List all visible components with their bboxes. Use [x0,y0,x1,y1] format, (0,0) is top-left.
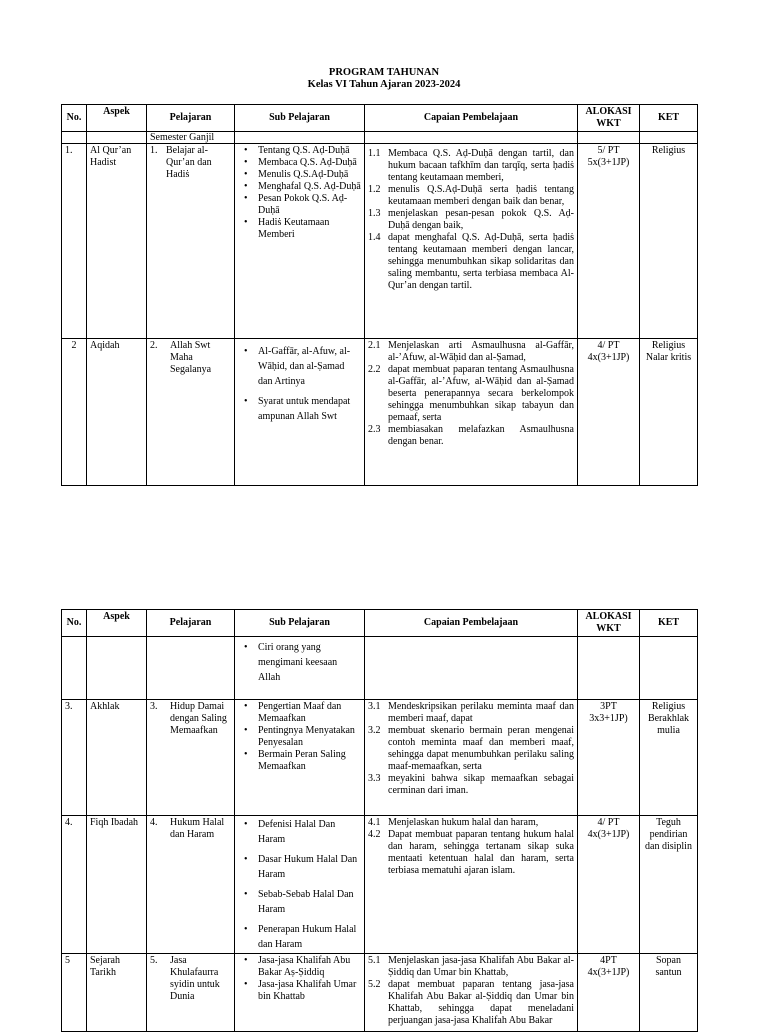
row-ket: Teguh pendirian dan disiplin [640,816,698,954]
row-no: 1. [62,144,87,339]
capaian-text: Dapat membuat paparan tentang hukum halal dan haram, sehingga tertanam sikap suka mentaati ketentuan halal dan haram, serta terbiasa mematuhi ajaran islam. [388,829,574,876]
row-pelajaran [147,816,235,954]
row-aspek: Al Qur’an Hadist [87,144,147,339]
row-alokasi: 3PT 3x3+1JP) [578,700,640,816]
pelajaran-number: 2. [150,340,158,351]
program-table-1 [61,104,698,486]
capaian-text: Menjelaskan arti Asmaulhusna al-Gaffār, al-’Afuw, al-Wāḥid dan al-Ṣamad, [388,340,574,363]
sub-item: • Jasa-jasa Khalifah Umar bin Khattab [258,979,361,1003]
table-row [62,816,698,954]
row-sub-pelajaran [235,144,365,339]
header-alokasi: ALOKASI WKT [578,105,640,132]
document-title: PROGRAM TAHUNAN [328,67,440,78]
capaian-text: Menjelaskan jasa-jasa Khalifah Abu Bakar al-Ṣiddiq dan Umar bin Khattab, [388,955,574,978]
header-pelajaran: Pelajaran [147,105,235,132]
row-capaian [365,816,578,954]
row-capaian [365,700,578,816]
capaian-number: 5.2 [368,979,381,990]
row-ket: Religius Nalar kritis [640,339,698,486]
header-sub-pelajaran: Sub Pelajaran [235,610,365,637]
capaian-number: 1.3 [368,208,381,219]
header-ket: KET [640,610,698,637]
capaian-number: 4.1 [368,817,381,828]
header-capaian: Capaian Pembelajaan [365,105,578,132]
pelajaran-number: 1. [150,145,158,156]
header-no: No. [62,105,87,132]
row-sub-pelajaran [235,637,365,700]
row-no: 2 [62,339,87,486]
sub-item: • Dasar Hukum Halal Dan Haram [258,852,361,882]
table-row [62,144,698,339]
sub-item: • Pesan Pokok Q.S. Aḍ-Duḥā [258,193,361,217]
capaian-text: dapat membuat paparan tentang Asmaulhusna al-Gaffār, al-’Afuw, al-Wāḥid dan al-Ṣamad beserta penerapannya secara berkelompok sehingga menumbuhkan sikap tabayun dan pemaaf, serta [388,364,574,423]
header-aspek: Aspek [87,610,147,637]
pelajaran-number: 3. [150,701,158,712]
capaian-text: membiasakan melafazkan Asmaulhusna dengan benar. [388,424,574,447]
sub-item: • Pengertian Maaf dan Memaafkan [258,701,361,725]
row-no: 5 [62,954,87,1032]
row-capaian [365,144,578,339]
sub-item: • Penerapan Hukum Halal dan Haram [258,922,361,952]
table-header-row [62,105,698,132]
row-ket: Religius Berakhlak mulia [640,700,698,816]
semester-row [62,132,698,144]
header-aspek: Aspek [87,105,147,132]
row-sub-pelajaran [235,816,365,954]
sub-item: • Hadiṡ Keutamaan Memberi [258,217,361,241]
row-pelajaran [147,954,235,1032]
row-alokasi: 4PT 4x(3+1JP) [578,954,640,1032]
row-capaian [365,954,578,1032]
sub-item: • Ciri orang yang mengimani keesaan Allah [258,640,361,685]
capaian-text: Membaca Q.S. Aḍ-Duḥā dengan tartil, dan hukum bacaan tafkhīm dan tarqīq, serta ḥadiṡ tentang keutamaan memberi, [388,148,574,183]
table-row [62,700,698,816]
capaian-number: 2.3 [368,424,381,435]
sub-item: • Defenisi Halal Dan Haram [258,817,361,847]
capaian-text: Menjelaskan hukum halal dan haram, [388,817,539,828]
capaian-number: 3.2 [368,725,381,736]
row-sub-pelajaran [235,954,365,1032]
header-sub-pelajaran: Sub Pelajaran [235,105,365,132]
document-subtitle: Kelas VI Tahun Ajaran 2023-2024 [307,79,461,90]
pelajaran-text: Jasa Khulafaurra syidin untuk Dunia [170,955,220,1002]
program-table-2 [61,609,698,1032]
sub-item: • Tentang Q.S. Aḍ-Duḥā [258,145,361,157]
header-ket: KET [640,105,698,132]
row-aspek: Sejarah Tarikh [87,954,147,1032]
table-row-continued [62,637,698,700]
sub-item: • Menulis Q.S.Aḍ-Duḥā [258,169,361,181]
capaian-text: dapat menghafal Q.S. Aḍ-Duḥā, serta ḥadiṡ tentang keutamaan memberi dengan lancar, sehingga menumbuhkan sikap solidaritas dan saling membantu, serta terbiasa membaca Al-Qur’an dengan tartil. [388,232,574,291]
row-pelajaran [147,339,235,486]
row-sub-pelajaran [235,700,365,816]
capaian-number: 5.1 [368,955,381,966]
capaian-number: 1.4 [368,232,381,243]
row-capaian [365,339,578,486]
row-alokasi: 5/ PT 5x(3+1JP) [578,144,640,339]
sub-item: • Al-Gaffār, al-Afuw, al-Wāḥid, dan al-Ṣamad dan Artinya [258,344,361,389]
capaian-number: 3.1 [368,701,381,712]
header-no: No. [62,610,87,637]
sub-item: • Syarat untuk mendapat ampunan Allah Swt [258,394,361,424]
row-alokasi: 4/ PT 4x(3+1JP) [578,816,640,954]
semester-label: Semester Ganjil [147,132,235,144]
row-ket: Religius [640,144,698,339]
row-aspek: Akhlak [87,700,147,816]
capaian-number: 2.1 [368,340,381,351]
capaian-number: 1.2 [368,184,381,195]
sub-item: • Membaca Q.S. Aḍ-Duḥā [258,157,361,169]
table-row [62,954,698,1032]
pelajaran-number: 4. [150,817,158,828]
table-row [62,339,698,486]
row-pelajaran [147,144,235,339]
pelajaran-text: Allah Swt Maha Segalanya [170,340,212,375]
pelajaran-number: 5. [150,955,158,966]
pelajaran-text: Hidup Damai dengan Saling Memaafkan [170,701,227,736]
row-no: 3. [62,700,87,816]
sub-item: • Bermain Peran Saling Memaafkan [258,749,361,773]
row-aspek: Fiqh Ibadah [87,816,147,954]
header-alokasi: ALOKASI WKT [578,610,640,637]
row-no: 4. [62,816,87,954]
capaian-number: 2.2 [368,364,381,375]
capaian-text: meyakini bahwa sikap memaafkan sebagai cerminan dari iman. [388,773,574,796]
capaian-text: menulis Q.S.Aḍ-Duḥā serta ḥadiṡ tentang keutamaan memberi dengan baik dan benar, [388,184,574,207]
sub-item: • Pentingnya Menyatakan Penyesalan [258,725,361,749]
row-pelajaran [147,700,235,816]
sub-item: • Menghafal Q.S. Aḍ-Duḥā [258,181,361,193]
row-ket: Sopan santun [640,954,698,1032]
table-header-row [62,610,698,637]
capaian-number: 4.2 [368,829,381,840]
capaian-number: 3.3 [368,773,381,784]
capaian-text: dapat membuat paparan tentang jasa-jasa Khalifah Abu Bakar al-Ṣiddiq dan Umar bin Khattab, sehingga dapat meneladani perjuangan jasa-jasa Khalifah Abu Bakar [388,979,574,1026]
pelajaran-text: Hukum Halal dan Haram [170,817,225,840]
capaian-text: membuat skenario bermain peran mengenai contoh meminta maaf dan memberi maaf, sehingga dapat menumbuhkan perilaku saling maaf-memaafkan, serta [388,725,574,772]
row-sub-pelajaran [235,339,365,486]
pelajaran-text: Belajar al-Qur’an dan Hadiṡ [166,145,212,180]
row-aspek: Aqidah [87,339,147,486]
header-pelajaran: Pelajaran [147,610,235,637]
capaian-text: menjelaskan pesan-pesan pokok Q.S. Aḍ-Duḥā dengan baik, [388,208,574,231]
sub-item: • Jasa-jasa Khalifah Abu Bakar Aṣ-Ṣiddiq [258,955,361,979]
capaian-text: Mendeskripsikan perilaku meminta maaf dan memberi maaf, dapat [388,701,574,724]
capaian-number: 1.1 [368,148,381,159]
row-alokasi: 4/ PT 4x(3+1JP) [578,339,640,486]
header-capaian: Capaian Pembelajaan [365,610,578,637]
sub-item: • Sebab-Sebab Halal Dan Haram [258,887,361,917]
